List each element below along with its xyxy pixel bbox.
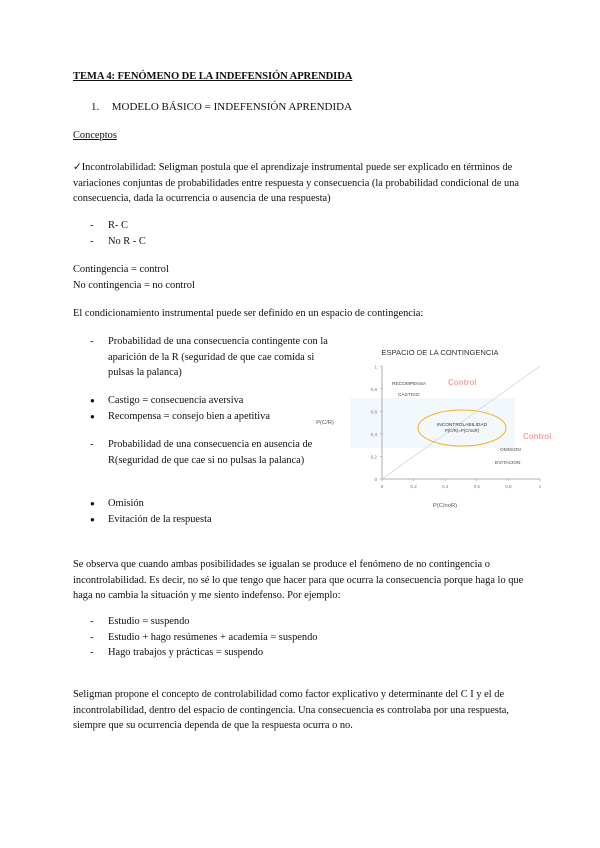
label-recompensa: RECOMPENSA: [392, 382, 427, 387]
label-equal-probabilities: P(C/R)=P(C/noR): [444, 428, 480, 433]
svg-text:0,6: 0,6: [370, 409, 377, 415]
list-item: - R- C: [90, 218, 146, 234]
x-axis-label: P(C/noR): [432, 503, 458, 509]
contingency-definition: Contingencia = control No contingencia = no control: [73, 264, 195, 291]
section-label: MODELO BÁSICO = INDEFENSIÓN APRENDIDA: [111, 101, 353, 113]
observation-paragraph: Se observa que cuando ambas posibilidades se igualan se produce el fenómeno de no contingencia o incontrolabilidad. Es decir, no sé lo que tengo que hacer para que ocurra la consecuencia porque haga lo que haga no cambia la situación y me siento indefenso. Por ejemplo:: [73, 559, 524, 602]
svg-text:0,8: 0,8: [370, 387, 377, 392]
list-item: ● Castigo = consecuencia aversiva: [90, 393, 270, 409]
svg-text:0,4: 0,4: [442, 484, 449, 489]
svg-text:0,2: 0,2: [410, 484, 417, 489]
dash-marker: -: [90, 616, 94, 627]
svg-text:1: 1: [538, 484, 542, 489]
list-item: - Estudio + hago resúmenes + academia = suspendo: [90, 630, 317, 646]
dash-marker: -: [90, 439, 94, 450]
x-ticks: [381, 484, 542, 489]
list-item: - Hago trabajos y prácticas = suspendo: [90, 645, 317, 661]
subheading-conceptos: Conceptos: [73, 130, 117, 141]
dash-marker: -: [90, 336, 94, 347]
svg-text:0,6: 0,6: [473, 484, 480, 489]
space-intro: El condicionamiento instrumental puede ser definido en un espacio de contingencia:: [73, 308, 424, 319]
dash-marker: -: [90, 631, 94, 643]
label-incontrolabilidad: INCONTROLABILIDAD: [436, 423, 488, 428]
svg-text:0,4: 0,4: [370, 432, 377, 437]
dash-marker: -: [90, 647, 94, 659]
svg-text:1: 1: [374, 364, 377, 370]
concept-paragraph: ✓Incontrolabilidad: Seligman postula que el aprendizaje instrumental puede ser explicado en términos de variaciones conjuntas de probabilidades entre respuesta y consecuencia (la probabilidad condicional de una consecuencia, dada la ocurrencia o ausencia de una respuesta): [73, 162, 520, 205]
label-control-upper: Control: [448, 378, 477, 387]
list-item: - Estudio = suspendo: [90, 614, 317, 630]
list-item: ● Recompensa = consejo bien a apetitiva: [90, 409, 270, 425]
prob-with-r-item: - Probabilidad de una consecuencia contingente con la aparición de la R (seguridad de que cae comida si pulsas la palanca): [90, 334, 340, 381]
y-axis-label: P(C/R): [316, 420, 334, 426]
section-heading: [91, 100, 352, 116]
bullet-marker: ●: [90, 514, 95, 524]
examples-list: [90, 614, 317, 661]
prob-without-r-item: - Probabilidad de una consecuencia en ausencia de R(seguridad de que cae si no pulsas la palanca): [90, 437, 340, 468]
bullet-marker: ●: [90, 411, 95, 421]
label-evitacion: EVITACION: [495, 461, 521, 466]
bullet-marker: ●: [90, 396, 95, 405]
chart-background-panel: [350, 398, 515, 448]
svg-text:0: 0: [380, 484, 384, 489]
label-control-lower: Control: [523, 432, 552, 441]
section-number: 1.: [91, 101, 100, 113]
contingency-space-chart: [305, 340, 555, 520]
chart-title: ESPACIO DE LA CONTINGENCIA: [381, 348, 499, 357]
label-castigo: CASTIGO: [398, 393, 420, 398]
bullet-marker: ●: [90, 499, 95, 508]
list-item: - No R - C: [90, 234, 146, 250]
prob-without-r-bullets: [90, 496, 212, 527]
chart-svg: [305, 340, 555, 520]
dash-marker: -: [90, 220, 94, 231]
closing-paragraph: Seligman propone el concepto de controlabilidad como factor explicativo y determinante del C I y el de incontrolabilidad, dentro del espacio de contingencia. Una consecuencia es controlaba por una respuesta, siempre que su ocurrencia dependa de que la respuesta ocurra o no.: [73, 689, 509, 732]
prob-with-r-bullets: [90, 393, 270, 424]
document-title: TEMA 4: FENÓMENO DE LA INDEFENSIÓN APRENDIDA: [73, 71, 353, 82]
list-item: ● Omisión: [90, 496, 212, 512]
list-item: ● Evitación de la respuesta: [90, 512, 212, 528]
relations-list: [90, 218, 146, 249]
svg-text:0: 0: [374, 477, 377, 482]
svg-text:0,8: 0,8: [505, 484, 512, 489]
label-omision: OMISION: [500, 448, 521, 453]
dash-marker: -: [90, 235, 94, 247]
svg-text:0,2: 0,2: [370, 454, 377, 460]
